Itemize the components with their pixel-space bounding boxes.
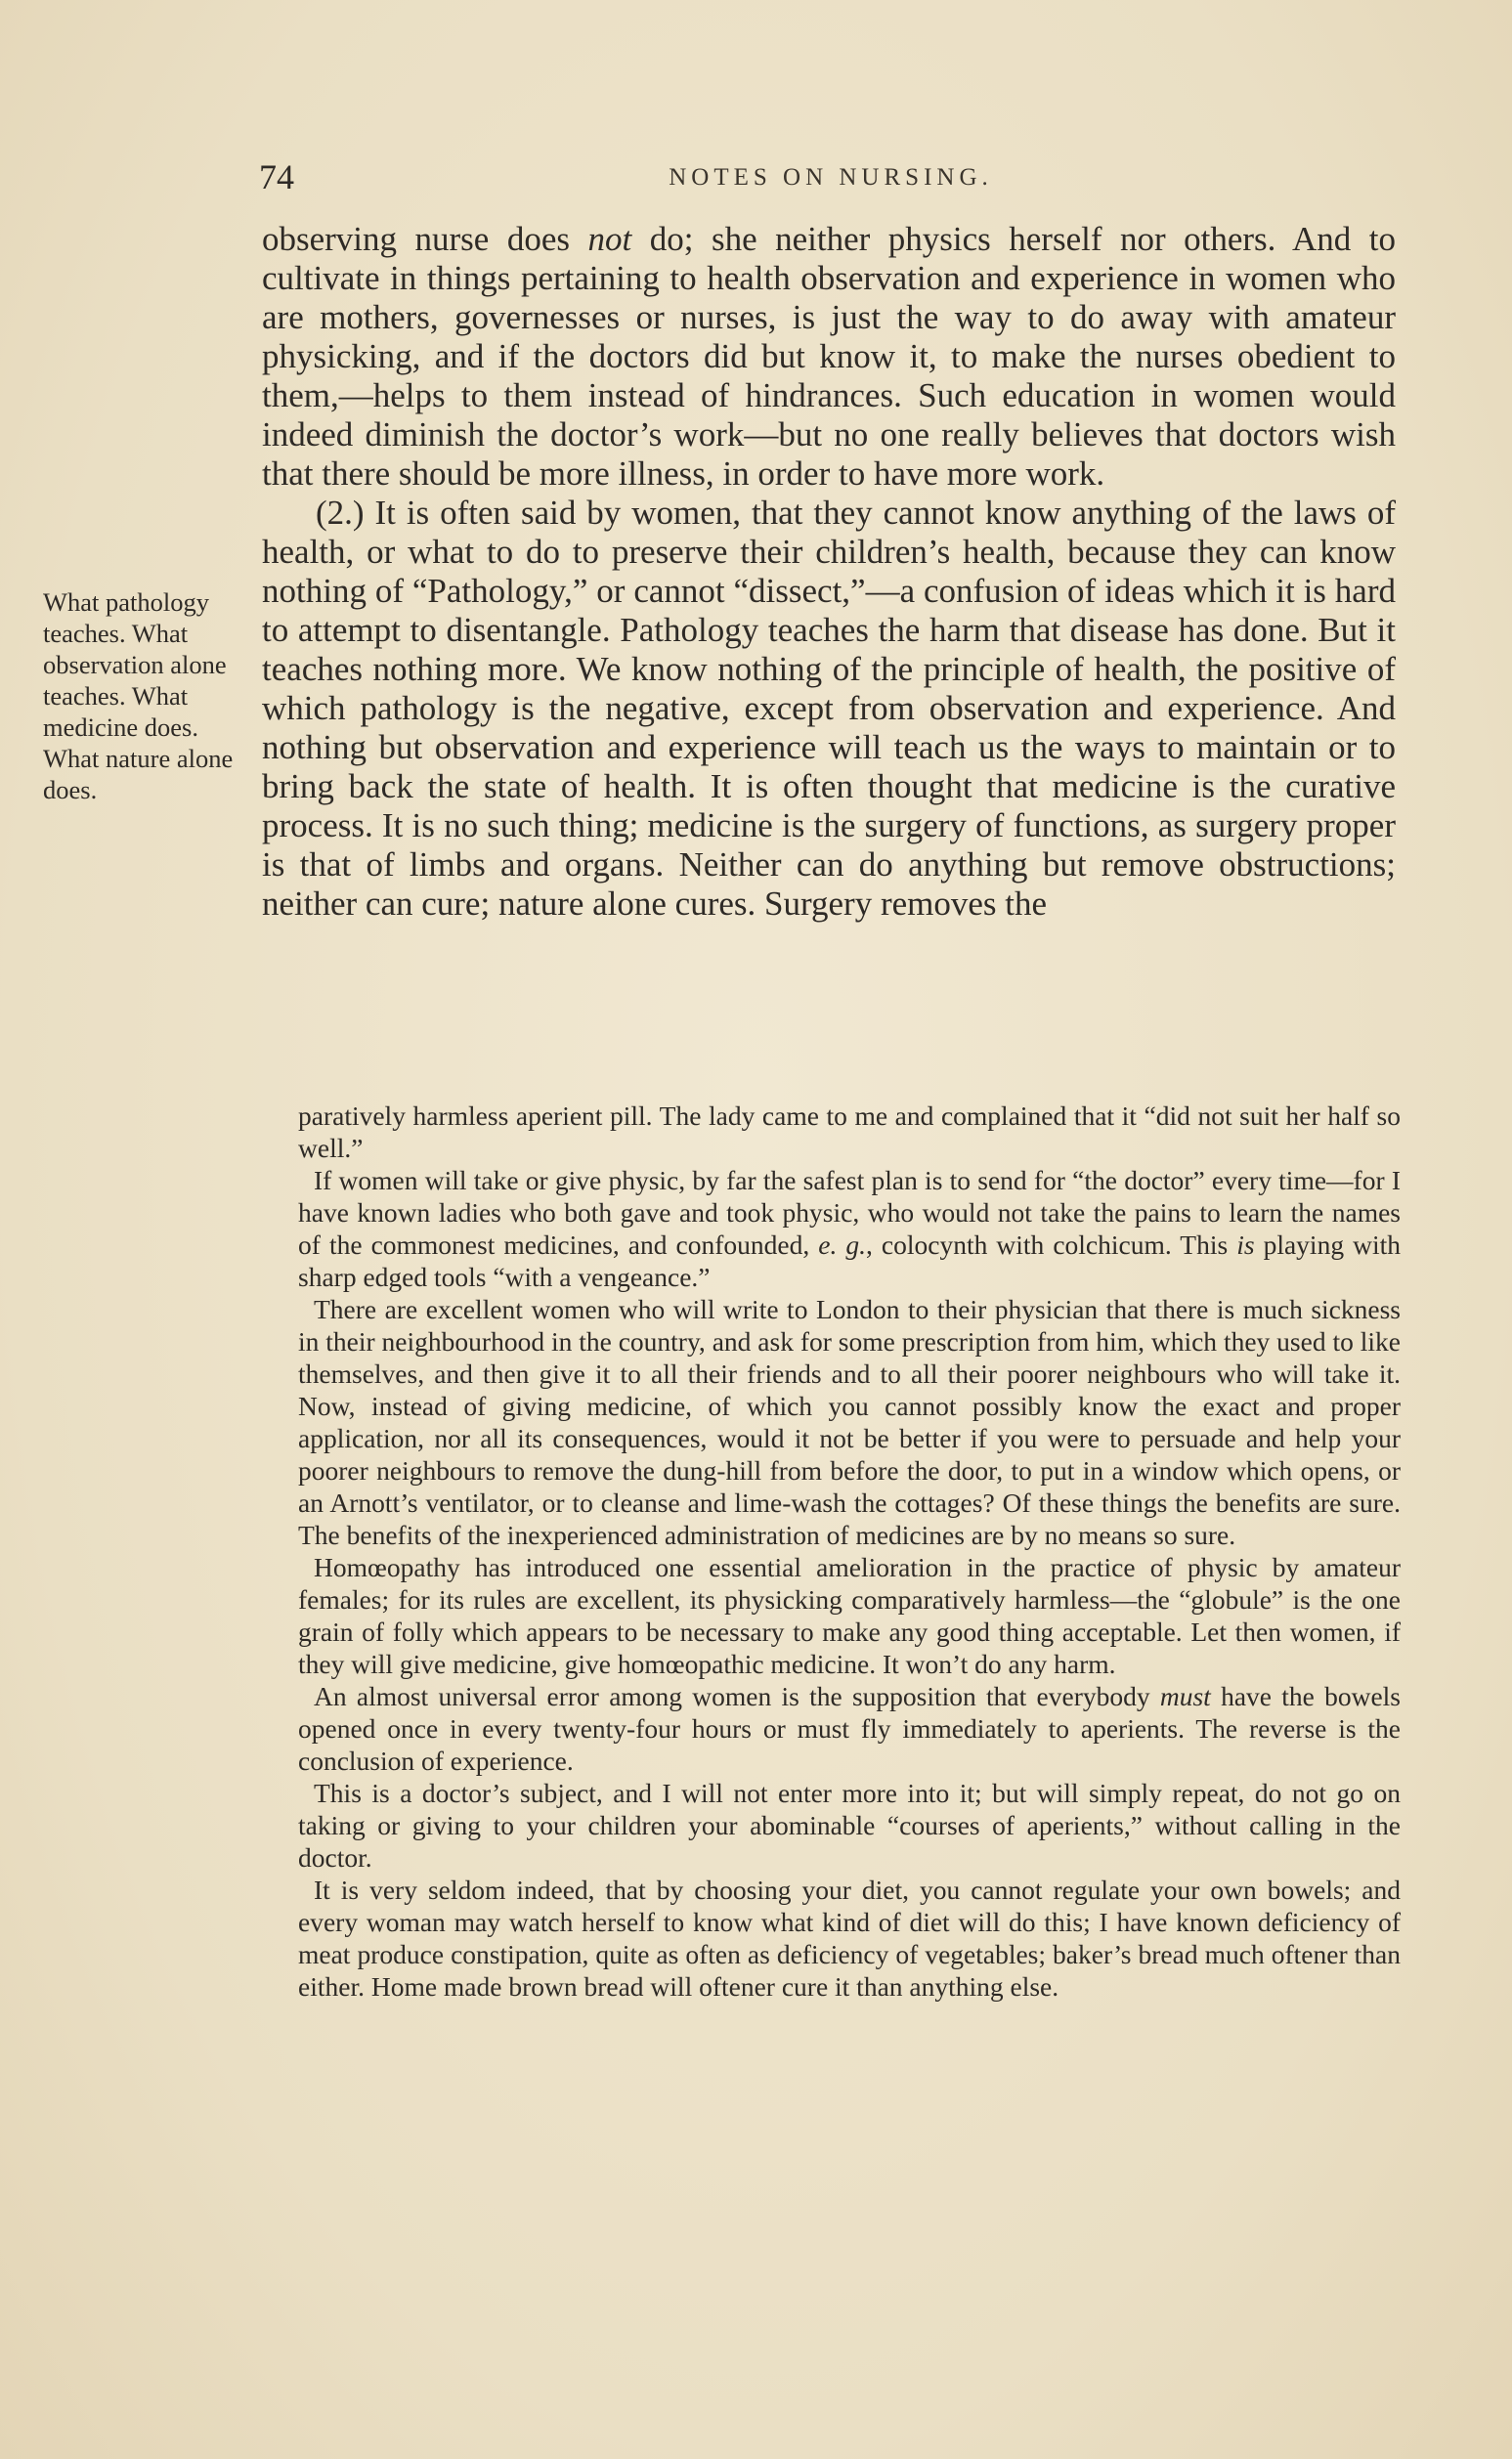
main-text: [262, 220, 1396, 924]
margin-note: What pathology teaches. What observation alone teaches. What medicine does. What nature alone does.: [43, 587, 234, 804]
footnote-paragraph-4: Homœopathy has introduced one essential amelioration in the practice of physic by amateur females; for its rules are excellent, its physicking comparatively harmless—the “globule” is the one grain of folly which appears to be necessary to make any good thing acceptable. Let then women, if they will give medicine, give homœopathic medicine. It won’t do any harm.: [298, 1552, 1401, 1679]
running-title: NOTES ON NURSING.: [669, 164, 993, 191]
footnote-paragraph-1: paratively harmless aperient pill. The lady came to me and complained that it “did not suit her half so well.”: [298, 1100, 1401, 1163]
page-number: 74: [259, 157, 294, 196]
main-paragraph-1: observing nurse does not do; she neither physics herself nor others. And to cultivate in things pertaining to health observation and experience in women who are mothers, governesses or nurses, is just the way to do away with amateur physicking, and if the doctors did but know it, to make the nurses obedient to them,—helps to them instead of hindrances. Such education in women would indeed diminish the doctor’s work—but no one really believes that doctors wish that there should be more illness, in order to have more work.: [262, 220, 1396, 493]
footnotes: [298, 1100, 1401, 2003]
footnote-paragraph-5: An almost universal error among women is the supposition that everybody must have the bowels opened once in every twenty-four hours or must fly immediately to aperients. The reverse is the conclusion of experience.: [298, 1681, 1401, 1776]
page-header: [259, 156, 1403, 199]
main-paragraph-2: (2.) It is often said by women, that they cannot know anything of the laws of health, or what to do to preserve their children’s health, because they can know nothing of “Pathology,” or cannot “dissect,”—a confusion of ideas which it is hard to attempt to disentangle. Pathology teaches the harm that disease has done. But it teaches nothing more. We know nothing of the principle of health, the positive of which pathology is the negative, except from observation and experience. And nothing but observation and experience will teach us the ways to maintain or to bring back the state of health. It is often thought that medicine is the curative process. It is no such thing; medicine is the surgery of functions, as surgery proper is that of limbs and organs. Neither can do anything but remove obstructions; neither can cure; nature alone cures. Surgery removes the: [262, 494, 1396, 923]
footnote-paragraph-3: There are excellent women who will write to London to their physician that there is much sickness in their neighbourhood in the country, and ask for some prescription from him, which they used to like themselves, and then give it to all their friends and to all their poorer neighbours who will take it. Now, instead of giving medicine, of which you cannot possibly know the exact and proper application, nor all its consequences, would it not be better if you were to persuade and help your poorer neighbours to remove the dung-hill from before the door, to put in a window which opens, or an Arnott’s ventilator, or to cleanse and lime-wash the cottages? Of these things the benefits are sure. The benefits of the inexperienced administration of medicines are by no means so sure.: [298, 1294, 1401, 1550]
footnote-paragraph-6: This is a doctor’s subject, and I will not enter more into it; but will simply repeat, do not go on taking or giving to your children your abominable “courses of aperients,” without calling in the doctor.: [298, 1778, 1401, 1873]
footnote-paragraph-2: If women will take or give physic, by far the safest plan is to send for “the doctor” every time—for I have known ladies who both gave and took physic, who would not take the pains to learn the names of the commonest medicines, and confounded, e. g., colocynth with colchicum. This is playing with sharp edged tools “with a vengeance.”: [298, 1165, 1401, 1292]
footnote-paragraph-7: It is very seldom indeed, that by choosing your diet, you cannot regulate your own bowels; and every woman may watch herself to know what kind of diet will do this; I have known deficiency of meat produce constipation, quite as often as deficiency of vegetables; baker’s bread much oftener than either. Home made brown bread will oftener cure it than anything else.: [298, 1875, 1401, 2002]
